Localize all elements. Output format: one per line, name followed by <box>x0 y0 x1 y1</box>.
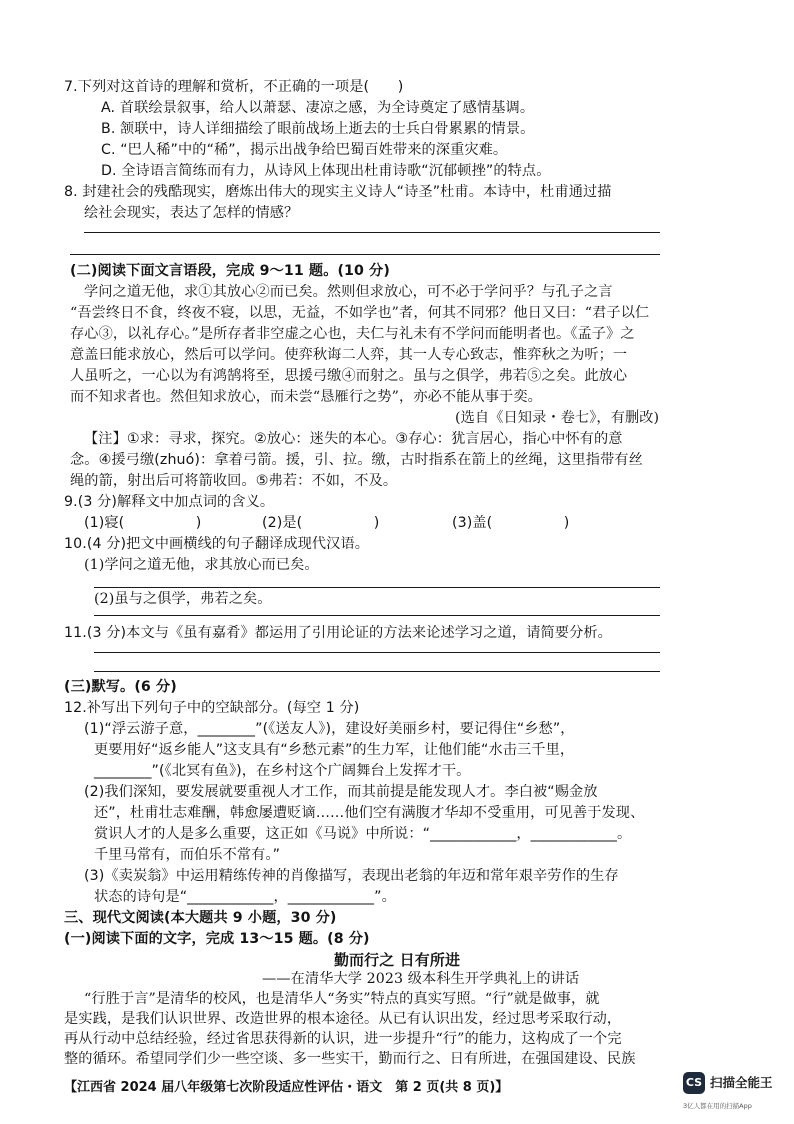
q9-blank-3: (3)盖( ) <box>452 515 570 531</box>
q9-blank-2: (2)是( ) <box>262 515 380 531</box>
q12-stem: 12.补写出下列句子中的空缺部分。(每空 1 分) <box>64 700 360 716</box>
q9-blank-1: (1)寝( ) <box>84 515 202 531</box>
q7-option-a: A. 首联绘景叙事，给人以萧瑟、凄凉之感，为全诗奠定了感情基调。 <box>101 100 535 116</box>
q12-line-8: (3)《卖炭翁》中运用精练传神的肖像描写，表现出老翁的年迈和常年艰辛劳作的生存 <box>84 868 619 884</box>
q11-answer-line-2 <box>94 671 660 672</box>
sec2-passage-line-6: 而不知求者也。然但知求放心，而未尝“恳雁行之势”，亦必不能从事于奕。 <box>70 389 542 405</box>
sec2-passage-line-1: 学问之道无他，求①其放心②而已矣。然则但求放心，可不必于学问乎？与孔子之言 <box>84 284 613 300</box>
q7-option-d: D. 全诗语言简练而有力，从诗风上体现出杜甫诗歌“沉郁顿挫”的特点。 <box>101 163 551 179</box>
page-footer: 【江西省 2024 届八年级第七次阶段适应性评估・语文 第 2 页(共 8 页)】 <box>64 1080 509 1095</box>
article-line-3: 再从行动中总结经验，经过省思获得新的认识，进一步提升“行”的能力，这构成了一个完 <box>64 1031 622 1047</box>
q8-answer-line-2 <box>70 254 660 255</box>
scanner-tagline: 3亿人都在用的扫描App <box>683 1102 752 1110</box>
article-line-1: “行胜于言”是清华的校风，也是清华人“务实”特点的真实写照。“行”就是做事，就 <box>84 991 600 1007</box>
sec2-source: (选自《日知录・卷七》，有删改) <box>455 410 660 426</box>
sec3-header: (三)默写。(6 分) <box>64 679 177 695</box>
q7-option-b: B. 颔联中，诗人详细描绘了眼前战场上逝去的士兵白骨累累的情景。 <box>101 121 535 137</box>
q8-line-1: 8. 封建社会的残酷现实，磨炼出伟大的现实主义诗人“诗圣”杜甫。本诗中，杜甫通过描 <box>64 184 612 200</box>
q12-line-9: 状态的诗句是“____________，____________”。 <box>94 889 396 905</box>
q12-line-4: (2)我们深知，要发展就要重视人才工作，而其前提是能发现人才。李白被“赐金放 <box>84 784 598 800</box>
scanner-app-name: 扫描全能王 <box>710 1075 773 1090</box>
q9-stem: 9.(3 分)解释文中加点词的含义。 <box>64 494 275 510</box>
q10-stem: 10.(4 分)把文中画横线的句子翻译成现代汉语。 <box>64 536 370 552</box>
part3-header: 三、现代文阅读(本大题共 9 小题，30 分) <box>64 910 337 926</box>
q12-line-3: ________”(《北冥有鱼》)，在乡村这个广阔舞台上发挥才干。 <box>94 763 471 779</box>
sec2-header: (二)阅读下面文言语段，完成 9～11 题。(10 分) <box>70 263 390 279</box>
q8-answer-line-1 <box>84 232 660 233</box>
sec2-passage-line-3: 存心③，以礼存心。”是所存者非空虚之心也，夫仁与礼未有不学问而能明者也。《孟子》之 <box>70 326 635 342</box>
q12-line-7: 千里马常有，而伯乐不常有。” <box>94 847 281 863</box>
sec2-note-line-2: 念。④援弓缴(zhuó)：拿着弓箭。援，引、拉。缴，古时指系在箭上的丝绳，这里指带有丝 <box>70 452 643 468</box>
q7-stem: 7.下列对这首诗的理解和赏析，不正确的一项是( ) <box>64 79 404 95</box>
part3-subheader: (一)阅读下面的文字，完成 13～15 题。(8 分) <box>64 931 370 947</box>
sec2-note-line-1: 【注】①求：寻求，探究。②放心：迷失的本心。③存心：犹言居心，指心中怀有的意 <box>84 431 623 447</box>
q12-line-6: 赏识人才的人是多么重要，这正如《马说》中所说：“____________，____________。 <box>94 826 632 842</box>
article-subtitle: ——在清华大学 2023 级本科生开学典礼上的讲话 <box>262 971 580 987</box>
q11-stem: 11.(3 分)本文与《虽有嘉肴》都运用了引用论证的方法来论述学习之道，请简要分析。 <box>64 625 612 641</box>
q12-line-5: 还”，杜甫壮志难酬，韩愈屡遭贬谪……他们空有满腹才华却不受重用，可见善于发现、 <box>94 805 645 821</box>
sec2-note-line-3: 绳的箭，射出后可将箭收回。⑤弗若：不如，不及。 <box>70 473 398 489</box>
sec2-passage-line-5: 人虽听之，一心以为有鸿鹄将至，思援弓缴④而射之。虽与之俱学，弗若⑤之矣。此放心 <box>70 368 628 384</box>
article-title: 勤而行之 日有所进 <box>333 951 461 969</box>
sec2-passage-line-2: “吾尝终日不食，终夜不寝，以思，无益，不如学也”者，何其不同邪？他日又曰：“君子以仁 <box>70 305 650 321</box>
q7-option-c: C. “巴人稀”中的“稀”，揭示出战争给巴蜀百姓带来的深重灾难。 <box>101 142 508 158</box>
q10-sentence-1: (1)学问之道无他，求其放心而已矣。 <box>84 557 319 573</box>
q11-answer-line-1 <box>94 652 660 653</box>
article-line-2: 是实践，是我们认识世界、改造世界的根本途径。从已有认识出发，经过思考采取行动， <box>64 1011 622 1027</box>
q12-line-1: (1)“浮云游子意，________”(《送友人》)，建设好美丽乡村，要记得住“乡愁”， <box>84 721 575 737</box>
scanner-logo-icon: CS <box>683 1072 705 1094</box>
q10-answer-line-2 <box>94 615 660 616</box>
sec2-passage-line-4: 意盖曰能求放心，然后可以学问。使弈秋诲二人弈，其一人专心致志，惟弈秋之为听；一 <box>70 347 628 363</box>
q8-line-2: 绘社会现实，表达了怎样的情感？ <box>84 205 299 221</box>
q12-line-2: 更要用好“返乡能人”这支具有“乡愁元素”的生力军，让他们能“水击三千里， <box>94 742 575 758</box>
q10-sentence-2: (2)虽与之俱学，弗若之矣。 <box>94 591 272 607</box>
q10-answer-line-1 <box>94 587 660 588</box>
article-line-4: 整的循环。希望同学们少一些空谈、多一些实干，勤而行之、日有所进，在强国建设、民族 <box>64 1051 636 1067</box>
